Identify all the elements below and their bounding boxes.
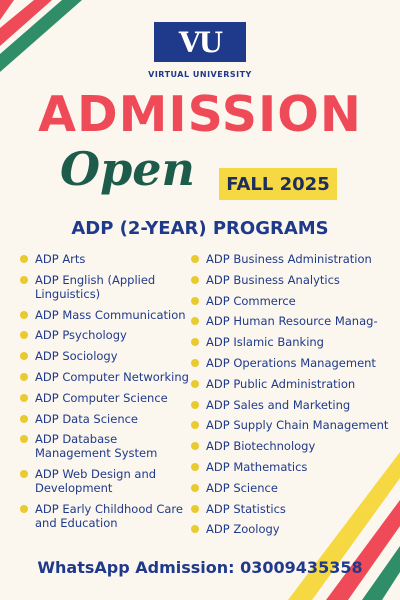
programs-list-right [191, 252, 389, 543]
open-script-text: Open [60, 142, 195, 196]
program-label: ADP Operations Management [206, 355, 376, 370]
bullet-icon [20, 415, 28, 423]
program-item [20, 467, 195, 495]
program-label: ADP Psychology [35, 328, 127, 343]
program-item [191, 356, 389, 370]
program-item [191, 314, 389, 328]
bullet-icon [191, 484, 199, 492]
bullet-icon [191, 297, 199, 305]
program-label: ADP Statistics [206, 501, 286, 516]
program-label: ADP Human Resource Manag- [206, 314, 378, 329]
bullet-icon [191, 338, 199, 346]
program-item [20, 432, 195, 460]
program-item [191, 502, 389, 516]
logo-caption: VIRTUAL UNIVERSITY [148, 70, 252, 79]
bullet-icon [20, 352, 28, 360]
program-label: ADP Public Administration [206, 376, 356, 391]
admission-headline: ADMISSION [38, 86, 362, 143]
program-item [20, 370, 195, 384]
program-label: ADP Data Science [35, 411, 139, 426]
whatsapp-admission-contact: WhatsApp Admission: 03009435358 [37, 558, 363, 577]
bullet-icon [191, 505, 199, 513]
bullet-icon [191, 276, 199, 284]
bullet-icon [20, 435, 28, 443]
bullet-icon [20, 255, 28, 263]
program-label: ADP Sales and Marketing [206, 397, 351, 412]
program-label: ADP Mathematics [206, 459, 308, 474]
bullet-icon [191, 380, 199, 388]
programs-heading: ADP (2-YEAR) PROGRAMS [71, 218, 329, 239]
programs-list-left [20, 252, 195, 537]
bullet-icon [191, 463, 199, 471]
bullet-icon [20, 331, 28, 339]
bullet-icon [20, 373, 28, 381]
program-item [191, 418, 389, 432]
program-item [20, 502, 195, 530]
bullet-icon [191, 255, 199, 263]
program-label: ADP Early Childhood Care and Education [35, 501, 183, 530]
program-item [20, 308, 195, 322]
program-item [191, 439, 389, 453]
program-item [191, 273, 389, 287]
program-label: ADP Supply Chain Management [206, 418, 389, 433]
university-logo [154, 22, 246, 62]
program-label: ADP Business Administration [206, 252, 372, 266]
program-item [191, 481, 389, 495]
program-label: ADP Database Management System [35, 432, 158, 461]
program-label: ADP English (Applied Linguistics) [35, 272, 156, 301]
logo-mark: VU [178, 25, 222, 59]
bullet-icon [20, 394, 28, 402]
program-item [191, 377, 389, 391]
bullet-icon [191, 525, 199, 533]
program-item [20, 252, 195, 266]
program-item [20, 412, 195, 426]
program-item [191, 398, 389, 412]
bullet-icon [20, 276, 28, 284]
program-label: ADP Arts [35, 252, 86, 266]
program-item [191, 335, 389, 349]
bullet-icon [191, 317, 199, 325]
program-item [20, 391, 195, 405]
bullet-icon [20, 470, 28, 478]
program-label: ADP Sociology [35, 349, 118, 364]
program-item [20, 328, 195, 342]
program-label: ADP Computer Networking [35, 369, 189, 384]
bullet-icon [191, 442, 199, 450]
program-label: ADP Computer Science [35, 390, 168, 405]
program-item [191, 252, 389, 266]
program-label: ADP Science [206, 480, 278, 495]
program-label: ADP Zoology [206, 522, 280, 537]
program-label: ADP Business Analytics [206, 272, 340, 287]
program-item [191, 522, 389, 536]
bullet-icon [191, 359, 199, 367]
program-label: ADP Mass Communication [35, 307, 186, 322]
program-label: ADP Web Design and Development [35, 467, 157, 496]
program-item [20, 273, 195, 301]
bullet-icon [191, 421, 199, 429]
program-label: ADP Biotechnology [206, 439, 316, 454]
bullet-icon [20, 311, 28, 319]
program-item [20, 349, 195, 363]
program-item [191, 294, 389, 308]
program-label: ADP Islamic Banking [206, 335, 324, 350]
program-item [191, 460, 389, 474]
term-badge: FALL 2025 [219, 168, 337, 200]
bullet-icon [191, 401, 199, 409]
program-label: ADP Commerce [206, 293, 296, 308]
bullet-icon [20, 505, 28, 513]
